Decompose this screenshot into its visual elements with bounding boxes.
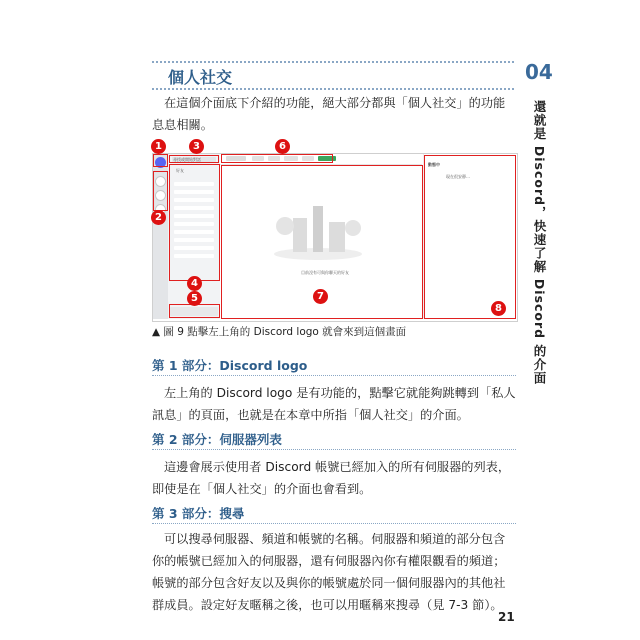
page-number: 21 xyxy=(498,610,515,624)
section-text-1: 左上角的 Discord logo 是有功能的，點擊它就能夠跳轉到「私人訊息」的頁面，也就是在本章中所指「個人社交」的介面。 xyxy=(152,386,516,422)
section-heading-1: 第 1 部分：Discord logo xyxy=(152,356,516,376)
highlight-8 xyxy=(424,155,516,319)
highlight-6 xyxy=(221,154,333,163)
highlight-4 xyxy=(169,164,220,281)
section-title: 個人社交 xyxy=(168,68,233,87)
badge-2: 2 xyxy=(151,210,166,225)
chapter-vertical-title: 還就是 Discord，快速了解 Discord 的介面 xyxy=(532,100,547,385)
badge-3: 3 xyxy=(189,139,204,154)
badge-5: 5 xyxy=(187,291,202,306)
section-heading-2: 第 2 部分：伺服器列表 xyxy=(152,430,516,450)
discord-screenshot xyxy=(152,141,518,322)
highlight-5 xyxy=(169,304,220,318)
section-heading-3: 第 3 部分：搜尋 xyxy=(152,504,516,524)
highlight-1 xyxy=(153,154,168,167)
chapter-number: 04 xyxy=(525,60,553,84)
empty-state-text: 目前沒有可與你聊天的好友 xyxy=(301,270,349,275)
highlight-3 xyxy=(169,155,219,163)
intro-paragraph: 在這個介面底下介紹的功能，絕大部分都與「個人社交」的功能息息相關。 xyxy=(152,96,506,132)
badge-8: 8 xyxy=(491,301,506,316)
active-now-title: 動態中 xyxy=(428,162,440,167)
header-rule-top xyxy=(152,61,514,63)
header-rule-bottom xyxy=(152,88,514,90)
highlight-2 xyxy=(153,171,168,211)
active-now-text: 現在很安靜… xyxy=(446,174,470,179)
figure-caption: ▲ 圖 9 點擊左上角的 Discord logo 就會來到這個畫面 xyxy=(152,326,407,338)
section-text-3: 可以搜尋伺服器、頻道和帳號的名稱。伺服器和頻道的部分包含你的帳號已經加入的伺服器，還有伺服器內你有權限觀看的頻道；帳號的部分包含好友以及與你的帳號處於同一個伺服器內的其他社群成員。設定好友暱稱之後，也可以用暱稱來搜尋（見 7-3 節）。 xyxy=(152,532,506,612)
friends-label: 好友 xyxy=(176,168,184,173)
badge-1: 1 xyxy=(151,139,166,154)
badge-4: 4 xyxy=(187,276,202,291)
search-placeholder: 尋找或開始對話 xyxy=(173,157,201,162)
section-text-2: 這邊會展示使用者 Discord 帳號已經加入的所有伺服器的列表，即使是在「個人社交」的介面也會看到。 xyxy=(152,460,511,496)
badge-7: 7 xyxy=(313,289,328,304)
badge-6: 6 xyxy=(275,139,290,154)
